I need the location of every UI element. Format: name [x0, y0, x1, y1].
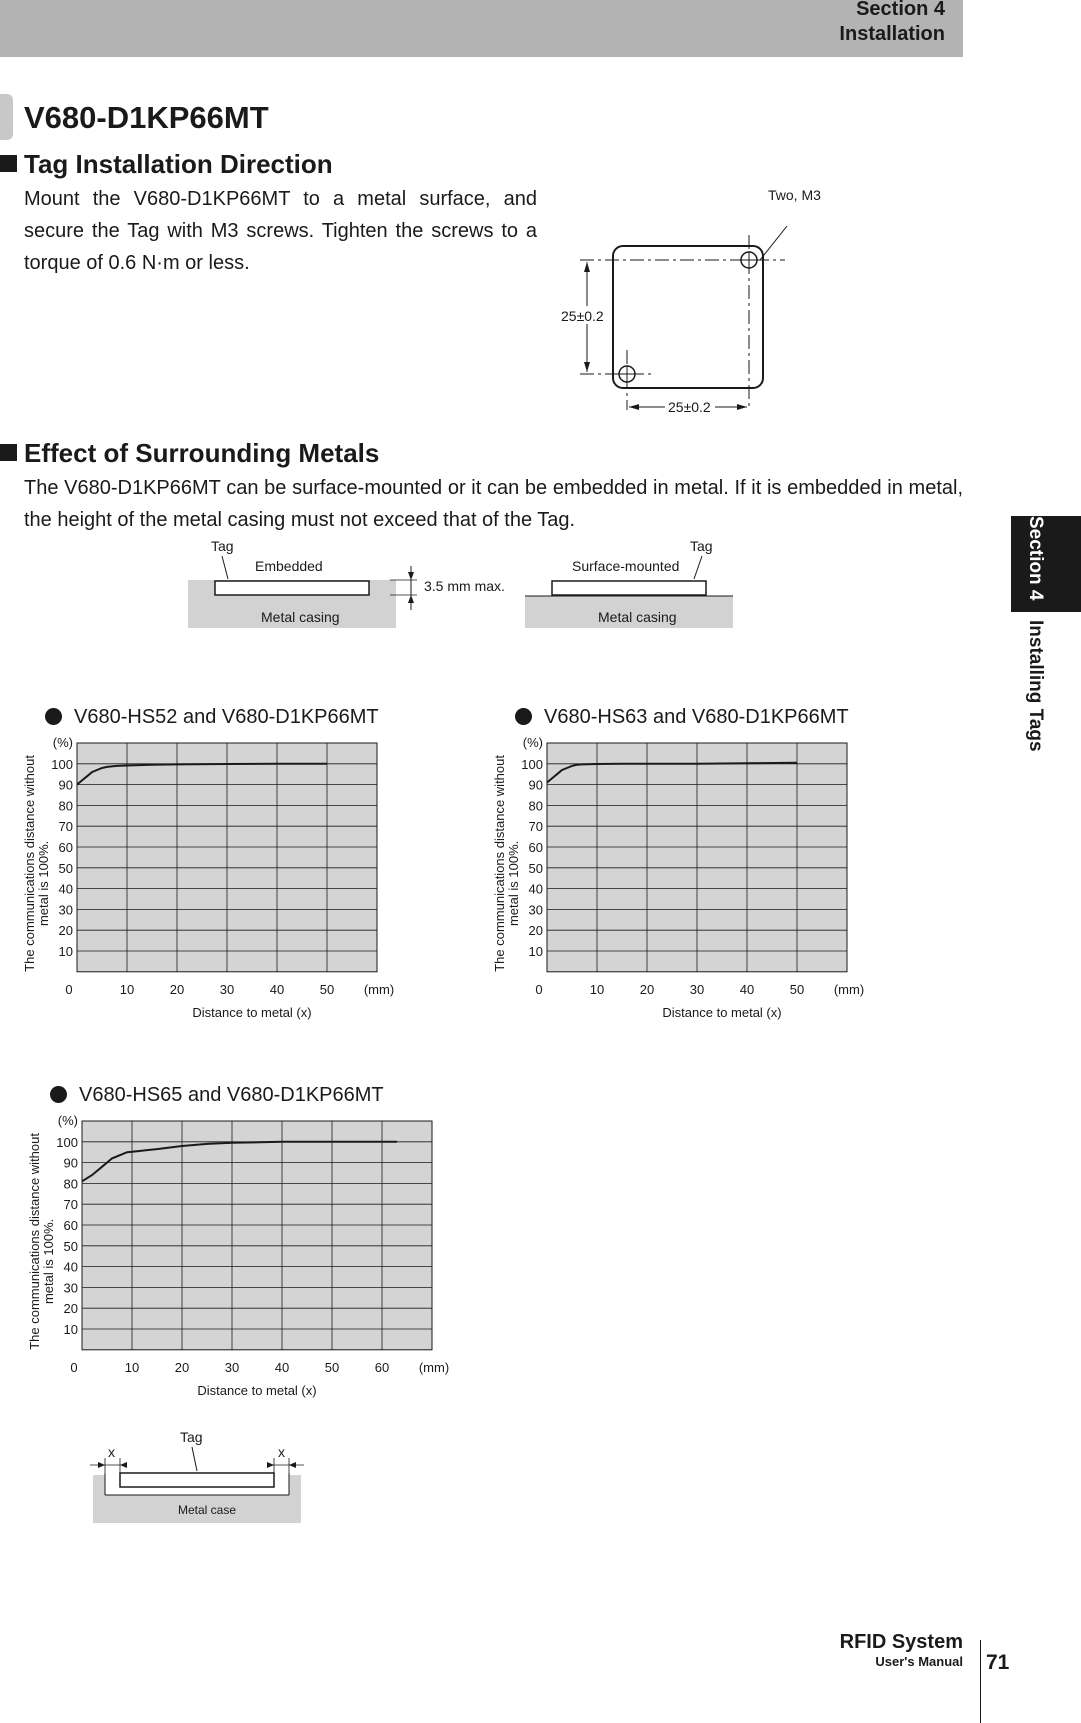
surface-tag: [552, 581, 706, 595]
embedded-diagram: [185, 534, 525, 630]
x-tick-label: 20: [169, 981, 185, 997]
x-tick-label: 50: [789, 981, 805, 997]
embedded-mode-label: Embedded: [255, 558, 323, 574]
y-tick-label: 70: [528, 819, 543, 835]
y-tick-label: 60: [63, 1218, 78, 1233]
dim-vertical-label: 25±0.2: [561, 308, 604, 324]
tag-outline: [613, 246, 763, 388]
y-tick-label: 10: [528, 944, 543, 959]
y-axis-label-line2: metal is 100%.: [41, 1218, 56, 1305]
title-tab-marker: [0, 94, 13, 140]
screw-label: Two, M3: [768, 187, 821, 203]
y-tick-label: 20: [63, 1301, 78, 1317]
x-tick-label: 40: [274, 1359, 290, 1375]
heading-tag-installation-text: Tag Installation Direction: [24, 149, 333, 179]
header-subsection: Installation: [839, 23, 945, 45]
y-tick-label: 60: [528, 840, 543, 855]
dim-horizontal-label: 25±0.2: [668, 399, 711, 415]
y-tick-label: 50: [63, 1238, 78, 1254]
y-tick-label: 30: [58, 902, 73, 918]
heading-surrounding-metals-text: Effect of Surrounding Metals: [24, 438, 380, 468]
bullet-dot-icon: [45, 708, 62, 725]
page-title: V680-D1KP66MT: [24, 100, 269, 135]
surface-mounted-diagram: [522, 534, 742, 630]
y-tick-label: 50: [58, 860, 73, 876]
x-tick-label: 10: [124, 1359, 140, 1375]
y-unit-label: (%): [52, 735, 73, 750]
x-tick-label: 0: [70, 1359, 78, 1375]
x-tick-label: 30: [224, 1359, 240, 1375]
bullet-dot-icon: [50, 1086, 67, 1103]
sidebar-labels: [1024, 516, 1046, 752]
y-tick-label: 90: [58, 777, 73, 793]
surface-tag-label: Tag: [690, 538, 713, 554]
square-bullet-icon: [0, 155, 17, 172]
footer-divider: [980, 1640, 981, 1723]
chart-hs52: [20, 735, 440, 1045]
y-tick-label: 50: [528, 860, 543, 876]
x-unit-label: (mm): [363, 981, 395, 997]
y-tick-label: 40: [63, 1259, 78, 1275]
embedded-max-label: 3.5 mm max.: [424, 578, 505, 594]
y-tick-label: 70: [63, 1197, 78, 1213]
surface-casing-label: Metal casing: [598, 609, 677, 625]
y-axis-label-line1: The communications distance without: [27, 1133, 42, 1350]
y-tick-label: 100: [51, 756, 73, 772]
y-axis-label-line1: The communications distance without: [492, 755, 507, 972]
y-axis-label-line1: The communications distance without: [22, 755, 37, 972]
embedded-casing-label: Metal casing: [261, 609, 340, 625]
plot-area: [82, 1121, 432, 1350]
y-axis-label-line2: metal is 100%.: [506, 840, 521, 927]
y-tick-label: 80: [528, 798, 543, 814]
x-unit-label: (mm): [833, 981, 865, 997]
x-tick-label: 0: [65, 981, 73, 997]
bullet-dot-icon: [515, 708, 532, 725]
x-tick-label: 40: [269, 981, 285, 997]
header-section: Section 4: [856, 0, 945, 20]
footer-title: RFID System: [839, 1631, 963, 1653]
mounting-diagram: [555, 187, 821, 420]
x-tick-label: 50: [319, 981, 335, 997]
surface-tag-leader: [694, 556, 702, 579]
x-axis-label: Distance to metal (x): [662, 1004, 782, 1020]
y-tick-label: 10: [58, 944, 73, 959]
x-axis-label: Distance to metal (x): [192, 1004, 312, 1020]
x-tick-label: 20: [174, 1359, 190, 1375]
y-axis-label-line2: metal is 100%.: [36, 840, 51, 927]
metal-case-label: Metal case: [178, 1503, 237, 1517]
x-tick-label: 60: [374, 1359, 390, 1375]
y-tick-label: 40: [528, 881, 543, 897]
tag-installation-body: Mount the V680-D1KP66MT to a metal surface, and secure the Tag with M3 screws. Tighten the screws to a torque of 0.6 N·m or less.: [24, 188, 537, 274]
x-tick-label: 50: [324, 1359, 340, 1375]
y-tick-label: 30: [528, 902, 543, 918]
x-tick-label: 20: [639, 981, 655, 997]
y-tick-label: 100: [521, 756, 543, 772]
y-tick-label: 60: [58, 840, 73, 855]
page-number: 71: [986, 1651, 1010, 1674]
square-bullet-icon: [0, 444, 17, 461]
y-tick-label: 20: [528, 923, 543, 939]
x-unit-label: (mm): [418, 1359, 450, 1375]
metal-case-diagram: [88, 1425, 308, 1525]
surface-mode-label: Surface-mounted: [572, 558, 680, 574]
sidebar-chapter-label: Installing Tags: [1025, 620, 1046, 752]
gap-label-left: x: [108, 1444, 115, 1460]
chart-3-title-text: V680-HS65 and V680-D1KP66MT: [79, 1084, 384, 1106]
metal-case-tag-label: Tag: [180, 1429, 203, 1445]
y-tick-label: 20: [58, 923, 73, 939]
y-tick-label: 80: [63, 1176, 78, 1192]
y-tick-label: 10: [63, 1322, 78, 1337]
chart-hs63: [490, 735, 910, 1045]
x-tick-label: 30: [219, 981, 235, 997]
y-tick-label: 90: [528, 777, 543, 793]
embedded-tag-leader: [222, 556, 228, 579]
chart-hs65: [25, 1113, 505, 1423]
y-unit-label: (%): [57, 1113, 78, 1128]
screw-leader-line: [760, 226, 787, 260]
embedded-tag-label: Tag: [211, 538, 234, 554]
x-tick-label: 10: [119, 981, 135, 997]
y-unit-label: (%): [522, 735, 543, 750]
gap-label-right: x: [278, 1444, 285, 1460]
y-tick-label: 40: [58, 881, 73, 897]
chart-3-title: [50, 1084, 384, 1107]
metal-case-tag: [120, 1473, 274, 1487]
y-tick-label: 100: [56, 1134, 78, 1150]
x-tick-label: 0: [535, 981, 543, 997]
x-axis-label: Distance to metal (x): [197, 1382, 317, 1398]
heading-tag-installation: [0, 149, 333, 180]
x-tick-label: 40: [739, 981, 755, 997]
chart-1-title: [45, 706, 379, 729]
chart-2-title: [515, 706, 849, 729]
x-tick-label: 10: [589, 981, 605, 997]
y-tick-label: 30: [63, 1280, 78, 1296]
sidebar-section-tab: [1011, 516, 1081, 612]
sidebar-section-label: Section 4: [1025, 516, 1046, 601]
header-band: [0, 0, 963, 57]
chart-1-title-text: V680-HS52 and V680-D1KP66MT: [74, 706, 379, 728]
x-tick-label: 30: [689, 981, 705, 997]
embedded-tag: [215, 581, 369, 595]
footer-subtitle: User's Manual: [875, 1654, 963, 1669]
surrounding-metals-body: The V680-D1KP66MT can be surface-mounted or it can be embedded in metal. If it is embedded in metal, the height of the metal casing must not exceed that of the Tag.: [24, 477, 963, 531]
y-tick-label: 90: [63, 1155, 78, 1171]
y-tick-label: 80: [58, 798, 73, 814]
heading-surrounding-metals: [0, 438, 379, 469]
chart-2-title-text: V680-HS63 and V680-D1KP66MT: [544, 706, 849, 728]
header-section-label: [839, 0, 945, 47]
y-tick-label: 70: [58, 819, 73, 835]
